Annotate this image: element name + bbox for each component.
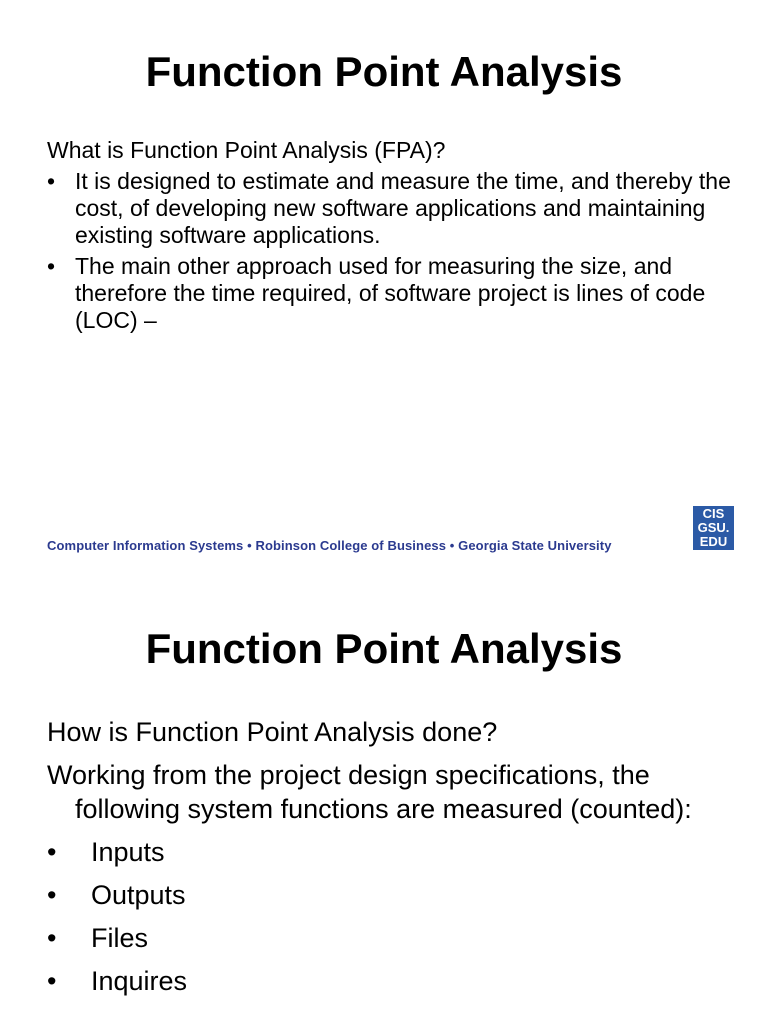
bullet-text: Files — [91, 923, 149, 953]
slide-body — [47, 137, 737, 338]
slide-title: Function Point Analysis — [145, 48, 623, 95]
body-paragraph: Working from the project design specifications, the following system functions are measured (counted): — [47, 760, 692, 824]
bullet-glyph: • — [47, 253, 56, 279]
bullet-glyph: • — [47, 966, 57, 996]
list-item — [47, 253, 737, 334]
bullet-list — [47, 168, 737, 334]
cis-gsu-logo — [693, 506, 734, 550]
bullet-glyph: • — [47, 837, 57, 867]
list-item — [47, 964, 747, 1007]
bullet-glyph: • — [47, 880, 57, 910]
intro-question: What is Function Point Analysis (FPA)? — [47, 137, 446, 163]
footer-text: Computer Information Systems • Robinson College of Business • Georgia State University — [47, 538, 612, 553]
logo-line: CIS — [702, 506, 725, 521]
slide-2 — [0, 580, 768, 1024]
bullet-text: Outputs — [91, 880, 186, 910]
slide-body — [47, 715, 747, 1007]
bullet-glyph: • — [47, 923, 57, 953]
intro-question: How is Function Point Analysis done? — [47, 717, 498, 747]
bullet-text: It is designed to estimate and measure the time, and thereby the cost, of developing new software applications and maintaining existing software applications. — [75, 168, 731, 248]
bullet-glyph: • — [47, 168, 56, 194]
logo-line: EDU — [699, 534, 728, 549]
bullet-text: The main other approach used for measuring the size, and therefore the time required, of software project is lines of code (LOC) – — [75, 253, 706, 333]
bullet-text: Inquires — [91, 966, 188, 996]
logo-line: GSU. — [697, 520, 730, 535]
slide-title: Function Point Analysis — [145, 625, 623, 672]
list-item — [47, 835, 747, 878]
list-item — [47, 878, 747, 921]
list-item — [47, 921, 747, 964]
list-item — [47, 168, 737, 249]
bullet-list — [47, 835, 747, 1007]
bullet-text: Inputs — [91, 837, 165, 867]
